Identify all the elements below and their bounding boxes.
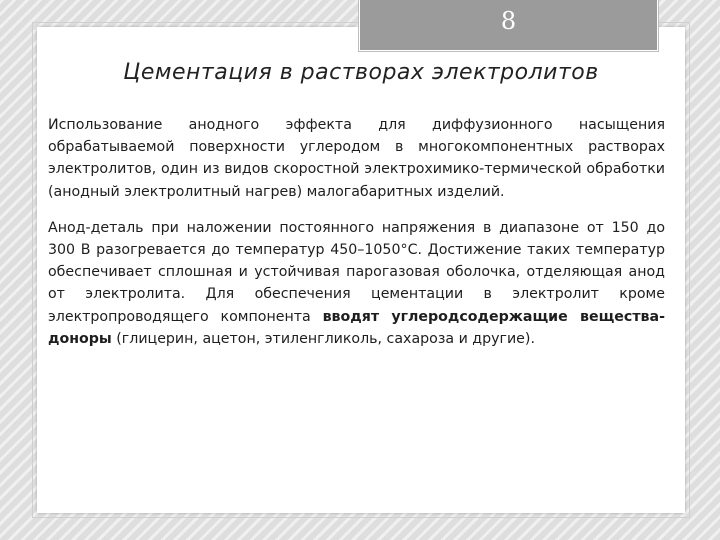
page-number: 8 [500, 7, 517, 35]
page-number-tab [360, 0, 657, 50]
paragraph-2-text-end: (глицерин, ацетон, этиленгликоль, сахароза и другие). [111, 330, 535, 347]
paragraph-2-text: Анод-деталь при наложении постоянного напряжения в диапазоне от 150 до 300 В разогревается до температур 450–1050°С. Достижение таких температур обеспечивает сплошная и устойчивая парогазовая оболочка, отделяющая анод от электролита. Для обеспечения цементации в электролит кроме электропроводящего компонента [48, 219, 665, 325]
paragraph-2-emphasis: вводят углеродсодержащие вещества-доноры [48, 308, 665, 347]
paragraph-1: Использование анодного эффекта для диффузионного насыщения обрабатываемой поверхности углеродом в многокомпонентных растворах электролитов, один из видов скоростной электрохимико-термической обработки (анодный электролитный нагрев) малогабаритных изделий. [48, 117, 665, 200]
paragraph-2 [48, 217, 665, 350]
slide-title: Цементация в растворах электролитов [123, 60, 599, 85]
slide-body [48, 114, 665, 364]
